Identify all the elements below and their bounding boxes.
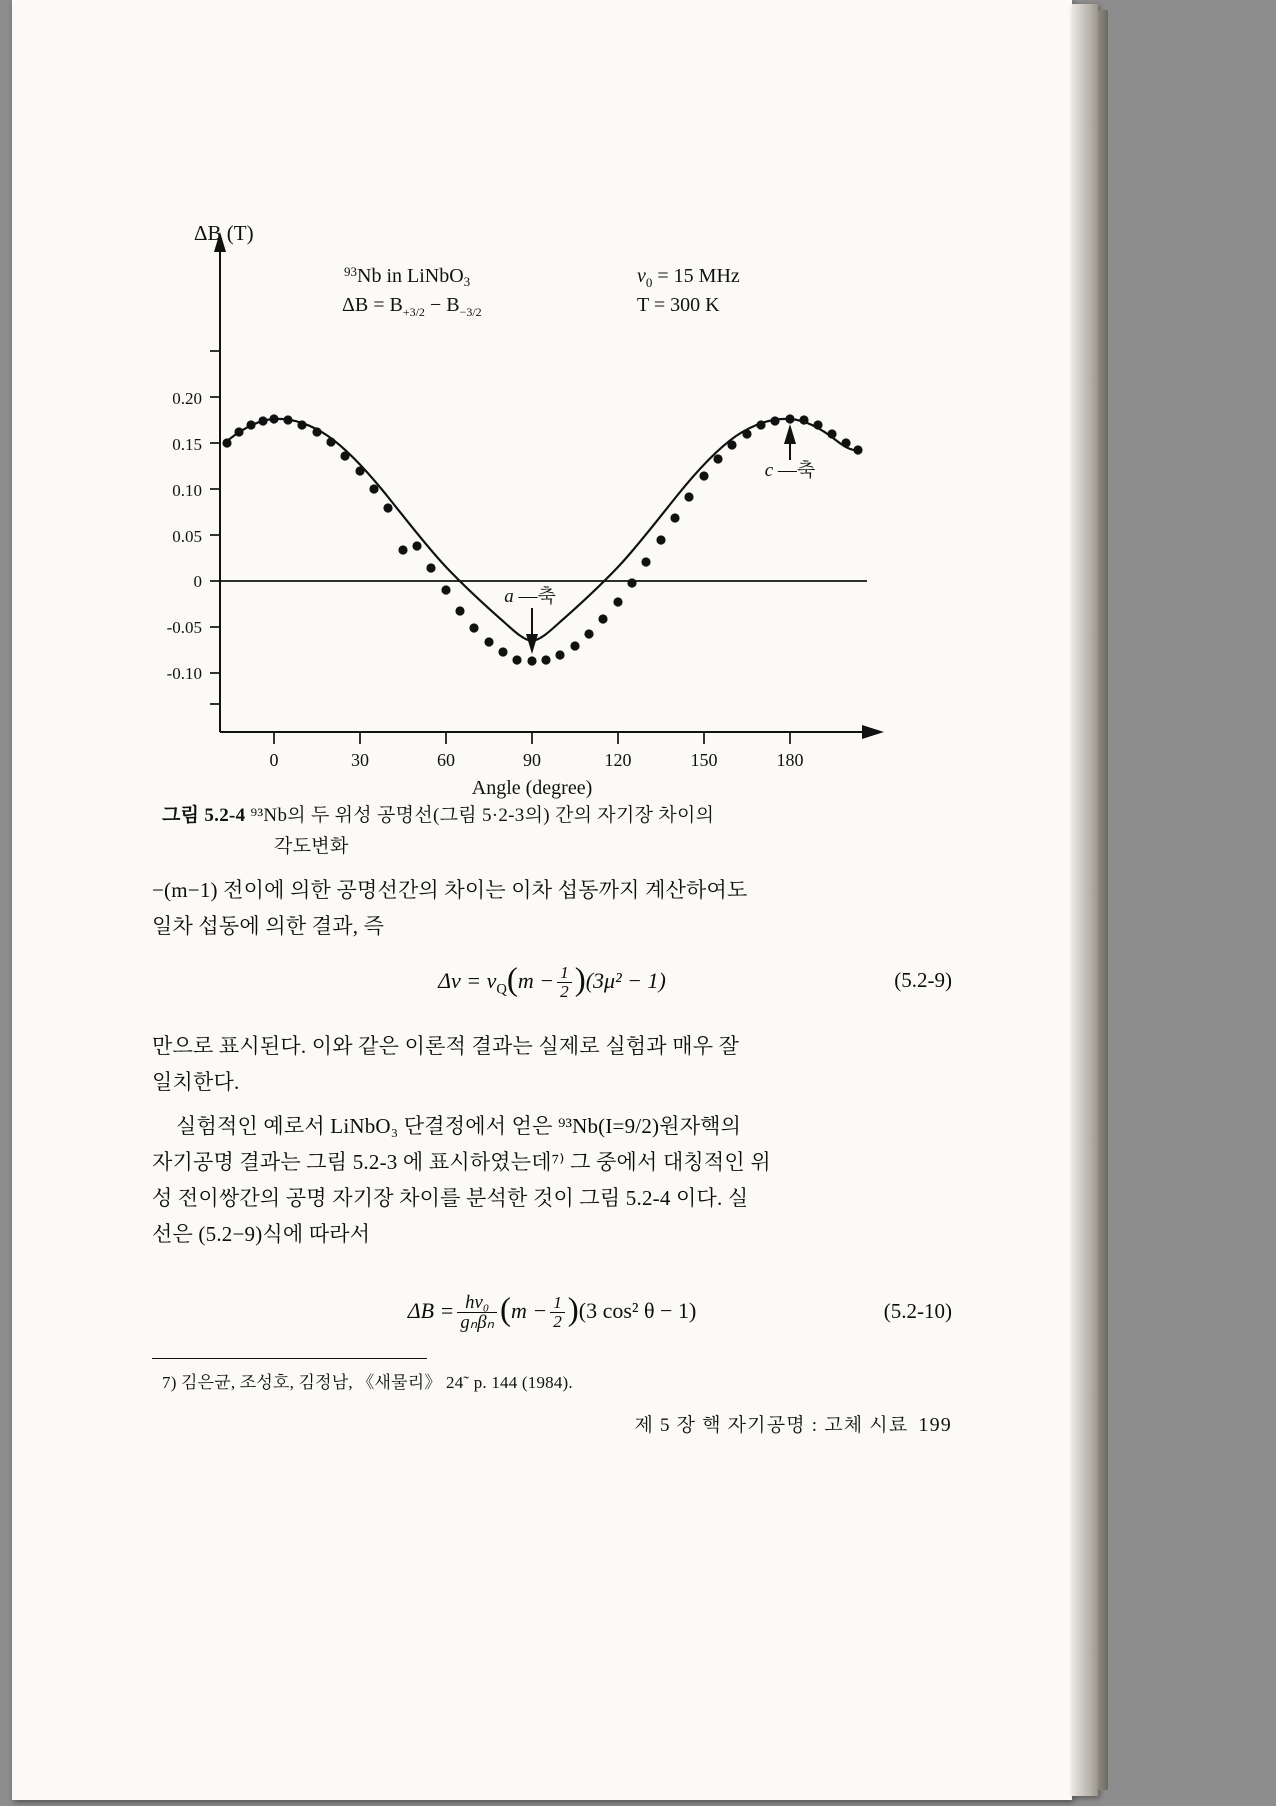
paren-close: ) — [567, 1292, 579, 1328]
equation-5-2-10-m: m − — [510, 1298, 548, 1323]
fraction-denominator: 2 — [550, 1312, 565, 1331]
figure-caption — [162, 800, 962, 863]
paragraph-1 — [152, 872, 952, 944]
arrow-c-axis — [784, 424, 796, 444]
x-tick-label: 30 — [351, 750, 369, 770]
paragraph-3-line-4: 선은 (5.2−9)식에 따라서 — [152, 1222, 371, 1247]
annotation-sample: $^{93}$Nb in LiNbO$_3$ — [344, 264, 471, 289]
paren-open: ( — [499, 1292, 511, 1328]
equation-5-2-9-lhs-subscript: Q — [496, 981, 507, 998]
fraction-one-half — [550, 1294, 565, 1331]
paragraph-3-line-3: 성 전이쌍간의 공명 자기장 차이를 분석한 것이 그림 5.2-4 이다. 실 — [152, 1186, 749, 1211]
arrow-a-axis — [526, 634, 538, 654]
fraction-denominator: gₙβₙ — [457, 1312, 497, 1333]
y-tick-label: -0.05 — [166, 618, 202, 637]
x-axis-label: Angle (degree) — [471, 777, 593, 799]
equation-5-2-9-body — [438, 960, 666, 1001]
figure-caption-text: ⁹³Nb의 두 위성 공명선(그림 5·2-3의) 간의 자기장 차이의 — [250, 805, 715, 826]
y-tick-label: 0.15 — [172, 435, 202, 454]
equation-5-2-10-body — [408, 1290, 697, 1333]
page-footer — [152, 1410, 952, 1437]
equation-5-2-10-number: (5.2-10) — [883, 1299, 952, 1324]
equation-5-2-9 — [152, 960, 952, 1001]
annotation-delta-definition: $\Delta B = B_{+3/2} - B_{-3/2}$ — [342, 294, 482, 319]
page-edge-shadow — [1098, 10, 1108, 1790]
equation-5-2-10-rhs: (3 cos² θ − 1) — [578, 1298, 697, 1323]
fraction-numerator: 1 — [560, 963, 569, 983]
footer-chapter-title: 제 5 장 핵 자기공명 : 고체 시료 — [634, 1415, 909, 1436]
equation-5-2-9-m: m − — [517, 968, 555, 993]
annotation-temperature: T = 300 K — [637, 294, 720, 316]
y-tick-label: -0.10 — [166, 664, 202, 683]
figure-caption-label: 그림 5.2-4 — [162, 805, 246, 826]
label-c-axis: c —축 — [764, 460, 816, 481]
page-edge-stack — [1072, 4, 1098, 1796]
fraction-h-nu-over-g-beta — [457, 1293, 497, 1333]
page-number: 199 — [918, 1414, 952, 1436]
y-tick-label: 0.10 — [172, 481, 202, 500]
y-tick-label: 0.20 — [172, 389, 202, 408]
x-tick-label: 0 — [269, 750, 279, 770]
paragraph-3-line-1: 실험적인 예로서 LiNbO₃ 단결정에서 얻은 ⁹³Nb(I=9/2)원자핵의 — [176, 1114, 742, 1138]
fraction-one-half — [557, 964, 572, 1001]
paragraph-2-line-1: 만으로 표시된다. 이와 같은 이론적 결과는 실제로 실험과 매우 잘 — [152, 1034, 740, 1058]
paragraph-2 — [152, 1028, 952, 1100]
footnote-7: 7) 김은균, 조성호, 김정남, 《새물리》 24˜ p. 144 (1984). — [162, 1373, 573, 1392]
fraction-numerator: 1 — [553, 1293, 562, 1313]
annotation-frequency: $\nu_0 = 15$ MHz — [637, 265, 740, 290]
footnote-divider — [152, 1358, 427, 1359]
paragraph-2-line-2: 일치한다. — [152, 1070, 240, 1095]
data-points — [222, 414, 862, 665]
equation-5-2-9-rhs: (3μ² − 1) — [585, 968, 666, 993]
equation-5-2-9-number: (5.2-9) — [894, 968, 952, 993]
y-tick-label: 0.05 — [172, 527, 202, 546]
y-axis-label: ΔB (T) — [194, 221, 254, 245]
document-page — [12, 0, 1072, 1800]
paragraph-3-line-2: 자기공명 결과는 그림 5.2-3 에 표시하였는데⁷⁾ 그 중에서 대칭적인 위 — [152, 1150, 771, 1175]
paragraph-1-line-1: −(m−1) 전이에 의한 공명선간의 차이는 이차 섭동까지 계산하여도 — [152, 878, 748, 902]
paragraph-1-line-2: 일차 섭동에 의한 결과, 즉 — [152, 914, 385, 939]
paragraph-3 — [152, 1108, 952, 1252]
figure-5-2-4 — [132, 210, 932, 799]
x-tick-label: 60 — [437, 750, 455, 770]
x-tick-label: 180 — [776, 750, 804, 770]
equation-5-2-10-lhs: ΔB = — [407, 1298, 455, 1323]
fraction-denominator: 2 — [557, 982, 572, 1001]
label-a-axis: a —축 — [504, 586, 556, 607]
equation-5-2-10 — [152, 1290, 952, 1333]
figure-caption-text-2: 각도변화 — [274, 836, 349, 858]
fraction-numerator: hν₀ — [465, 1291, 490, 1313]
y-tick-label: 0 — [193, 572, 202, 591]
fitted-curve — [227, 419, 862, 641]
equation-5-2-9-lhs: Δν = ν — [438, 968, 497, 993]
paren-open: ( — [506, 962, 518, 998]
x-tick-label: 150 — [690, 750, 718, 770]
paren-close: ) — [574, 962, 586, 998]
x-tick-label: 120 — [604, 750, 632, 770]
x-tick-label: 90 — [523, 750, 541, 770]
